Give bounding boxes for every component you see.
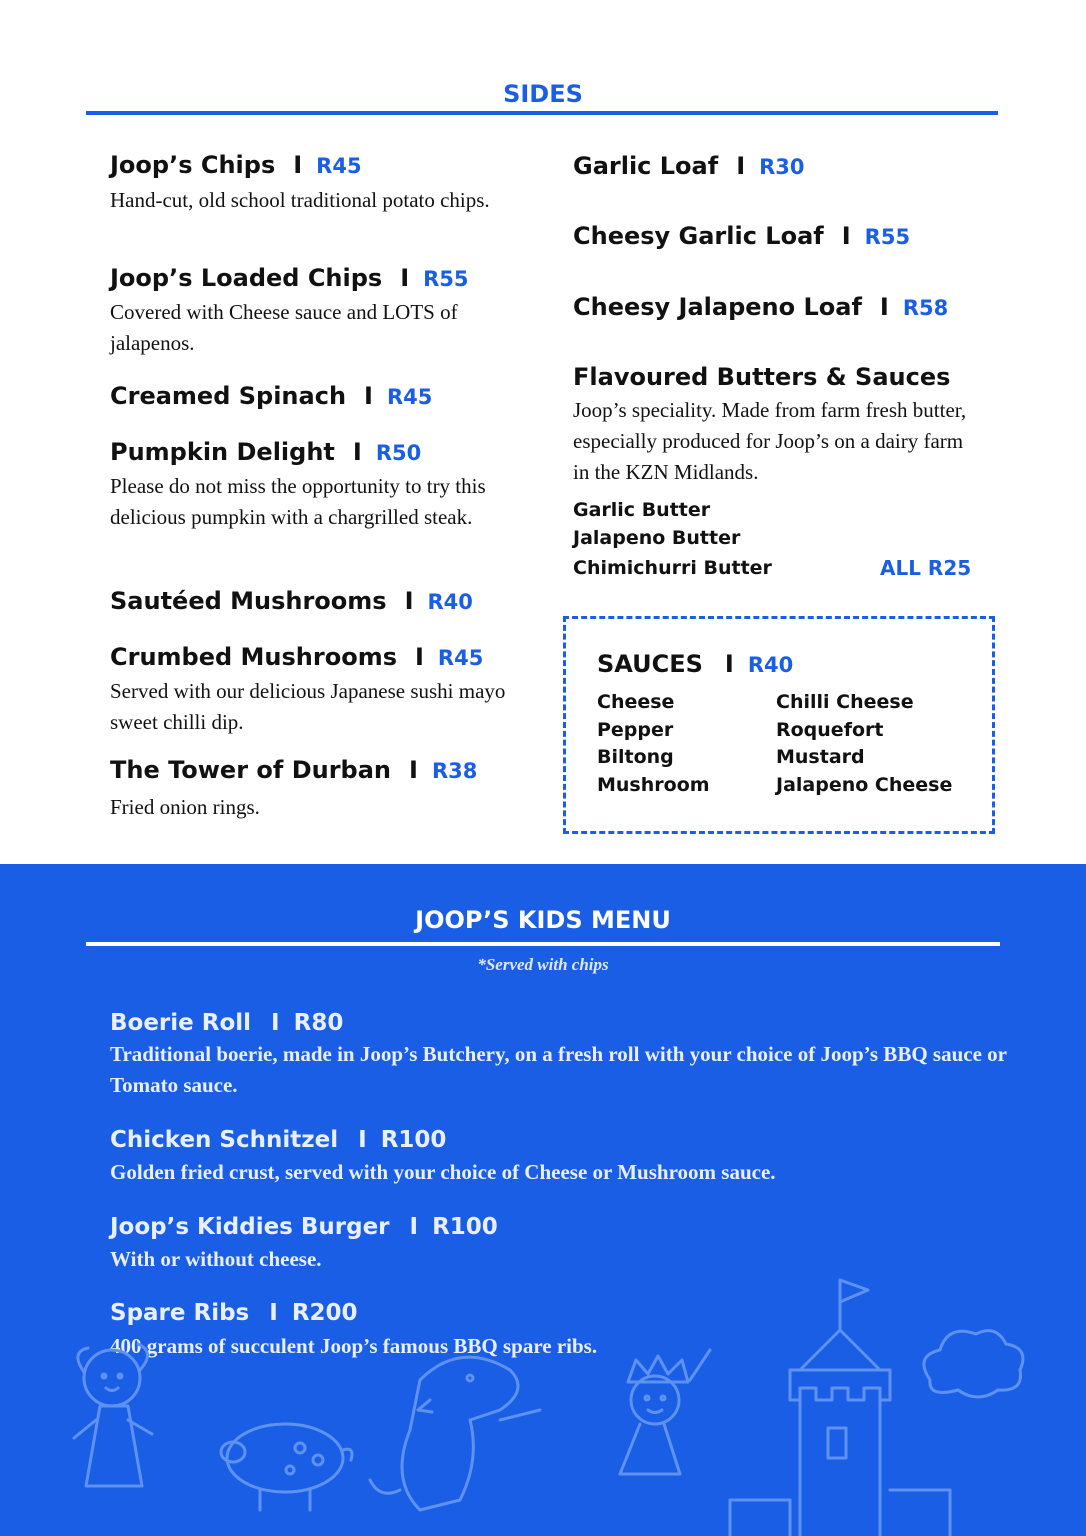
sauces-price: R40 [747, 653, 794, 677]
item-price: R30 [759, 155, 805, 179]
separator: I [414, 643, 424, 671]
item-description: Hand-cut, old school traditional potato chips. [110, 188, 490, 212]
item-description: Served with our delicious Japanese sushi mayo sweet chilli dip. [110, 679, 506, 734]
item-price: R38 [431, 759, 478, 783]
item-description: 400 grams of succulent Joop’s famous BBQ spare ribs. [110, 1334, 598, 1358]
item-name: Garlic Loaf [573, 152, 719, 180]
menu-item-creamed-spinach [110, 383, 432, 409]
sides-title: SIDES [503, 80, 583, 108]
item-name: Spare Ribs [110, 1300, 250, 1326]
dinosaur-doodle-icon [370, 1357, 540, 1510]
separator: I [409, 1214, 419, 1240]
prince-doodle-icon [620, 1350, 710, 1474]
menu-item-sauteed-mushrooms [110, 588, 473, 614]
separator: I [736, 152, 746, 180]
menu-item-joops-loaded-chips [110, 265, 469, 291]
item-description: Fried onion rings. [110, 795, 260, 819]
girl-doodle-icon [74, 1344, 152, 1486]
kids-menu-title: JOOP’S KIDS MENU [415, 906, 671, 934]
item-description: Please do not miss the opportunity to try this delicious pumpkin with a chargrilled steak. [110, 474, 486, 529]
separator: I [404, 587, 414, 615]
separator: I [269, 1300, 278, 1326]
item-name: Cheesy Garlic Loaf [573, 222, 824, 250]
menu-item-pumpkin-delight [110, 439, 421, 465]
item-price: R45 [386, 385, 433, 409]
item-price: R100 [432, 1214, 498, 1240]
item-name: Chicken Schnitzel [110, 1127, 339, 1153]
item-price: R55 [864, 225, 911, 249]
item-name: Joop’s Loaded Chips [110, 264, 383, 292]
item-description: Traditional boerie, made in Joop’s Butchery, on a fresh roll with your choice of Joop’s BBQ sauce or Tomato sauce. [110, 1042, 1007, 1097]
kids-item-chicken-schnitzel [110, 1127, 446, 1153]
kids-menu-note: *Served with chips [477, 955, 609, 974]
butter-item: Garlic Butter [573, 499, 711, 521]
item-name: Cheesy Jalapeno Loaf [573, 293, 862, 321]
kids-item-boerie-roll [110, 1010, 343, 1036]
sides-divider [86, 111, 998, 115]
sauce-item: Pepper [597, 719, 674, 741]
butters-title: Flavoured Butters & Sauces [573, 363, 951, 391]
item-description: With or without cheese. [110, 1247, 322, 1271]
sauce-item: Biltong [597, 746, 674, 768]
butters-price: ALL R25 [880, 556, 972, 580]
separator: I [293, 151, 303, 179]
kids-item-kiddies-burger [110, 1214, 498, 1240]
item-name: Crumbed Mushrooms [110, 643, 397, 671]
menu-item-garlic-loaf [573, 153, 805, 179]
menu-item-tower-of-durban [110, 757, 477, 783]
sauce-item: Mushroom [597, 774, 710, 796]
separator: I [352, 438, 362, 466]
item-name: Creamed Spinach [110, 382, 347, 410]
menu-item-joops-chips [110, 152, 362, 178]
sauces-heading [597, 650, 793, 678]
kids-divider [86, 942, 1000, 946]
separator: I [879, 293, 889, 321]
item-name: Joop’s Kiddies Burger [110, 1214, 390, 1240]
separator: I [358, 1127, 367, 1153]
menu-item-crumbed-mushrooms [110, 644, 483, 670]
sauce-item: Jalapeno Cheese [776, 774, 953, 796]
menu-item-cheesy-jalapeno-loaf [573, 294, 948, 320]
butter-item: Jalapeno Butter [573, 527, 741, 549]
menu-item-cheesy-garlic-loaf [573, 223, 910, 249]
separator: I [400, 264, 410, 292]
separator: I [364, 382, 373, 410]
item-price: R45 [316, 154, 362, 178]
item-price: R55 [423, 267, 469, 291]
castle-doodle-icon [730, 1280, 950, 1536]
sauce-item: Cheese [597, 691, 675, 713]
item-name: Joop’s Chips [110, 151, 276, 179]
separator: I [724, 650, 734, 678]
cloud-doodle-icon [924, 1331, 1023, 1397]
sauce-item: Roquefort [776, 719, 884, 741]
item-price: R58 [902, 296, 949, 320]
item-name: Pumpkin Delight [110, 438, 335, 466]
separator: I [841, 222, 851, 250]
item-description: Covered with Cheese sauce and LOTS of jalapenos. [110, 300, 458, 355]
butters-description: Joop’s speciality. Made from farm fresh butter, especially produced for Joop’s on a dairy farm in the KZN Midlands. [573, 398, 967, 484]
item-name: Sautéed Mushrooms [110, 587, 387, 615]
sauces-title: SAUCES [597, 650, 703, 678]
separator: I [271, 1010, 280, 1036]
item-price: R200 [291, 1300, 358, 1326]
item-price: R45 [437, 646, 484, 670]
butter-item: Chimichurri Butter [573, 557, 772, 579]
kids-doodles [0, 1260, 1086, 1536]
item-price: R100 [380, 1127, 447, 1153]
item-price: R40 [427, 590, 473, 614]
item-description: Golden fried crust, served with your choice of Cheese or Mushroom sauce. [110, 1160, 776, 1184]
sauce-item: Mustard [776, 746, 865, 768]
item-name: Boerie Roll [110, 1010, 252, 1036]
pig-doodle-icon [221, 1424, 352, 1510]
item-name: The Tower of Durban [110, 756, 391, 784]
item-price: R80 [293, 1010, 344, 1036]
item-price: R50 [375, 441, 422, 465]
sauce-item: Chilli Cheese [776, 691, 914, 713]
separator: I [409, 756, 418, 784]
